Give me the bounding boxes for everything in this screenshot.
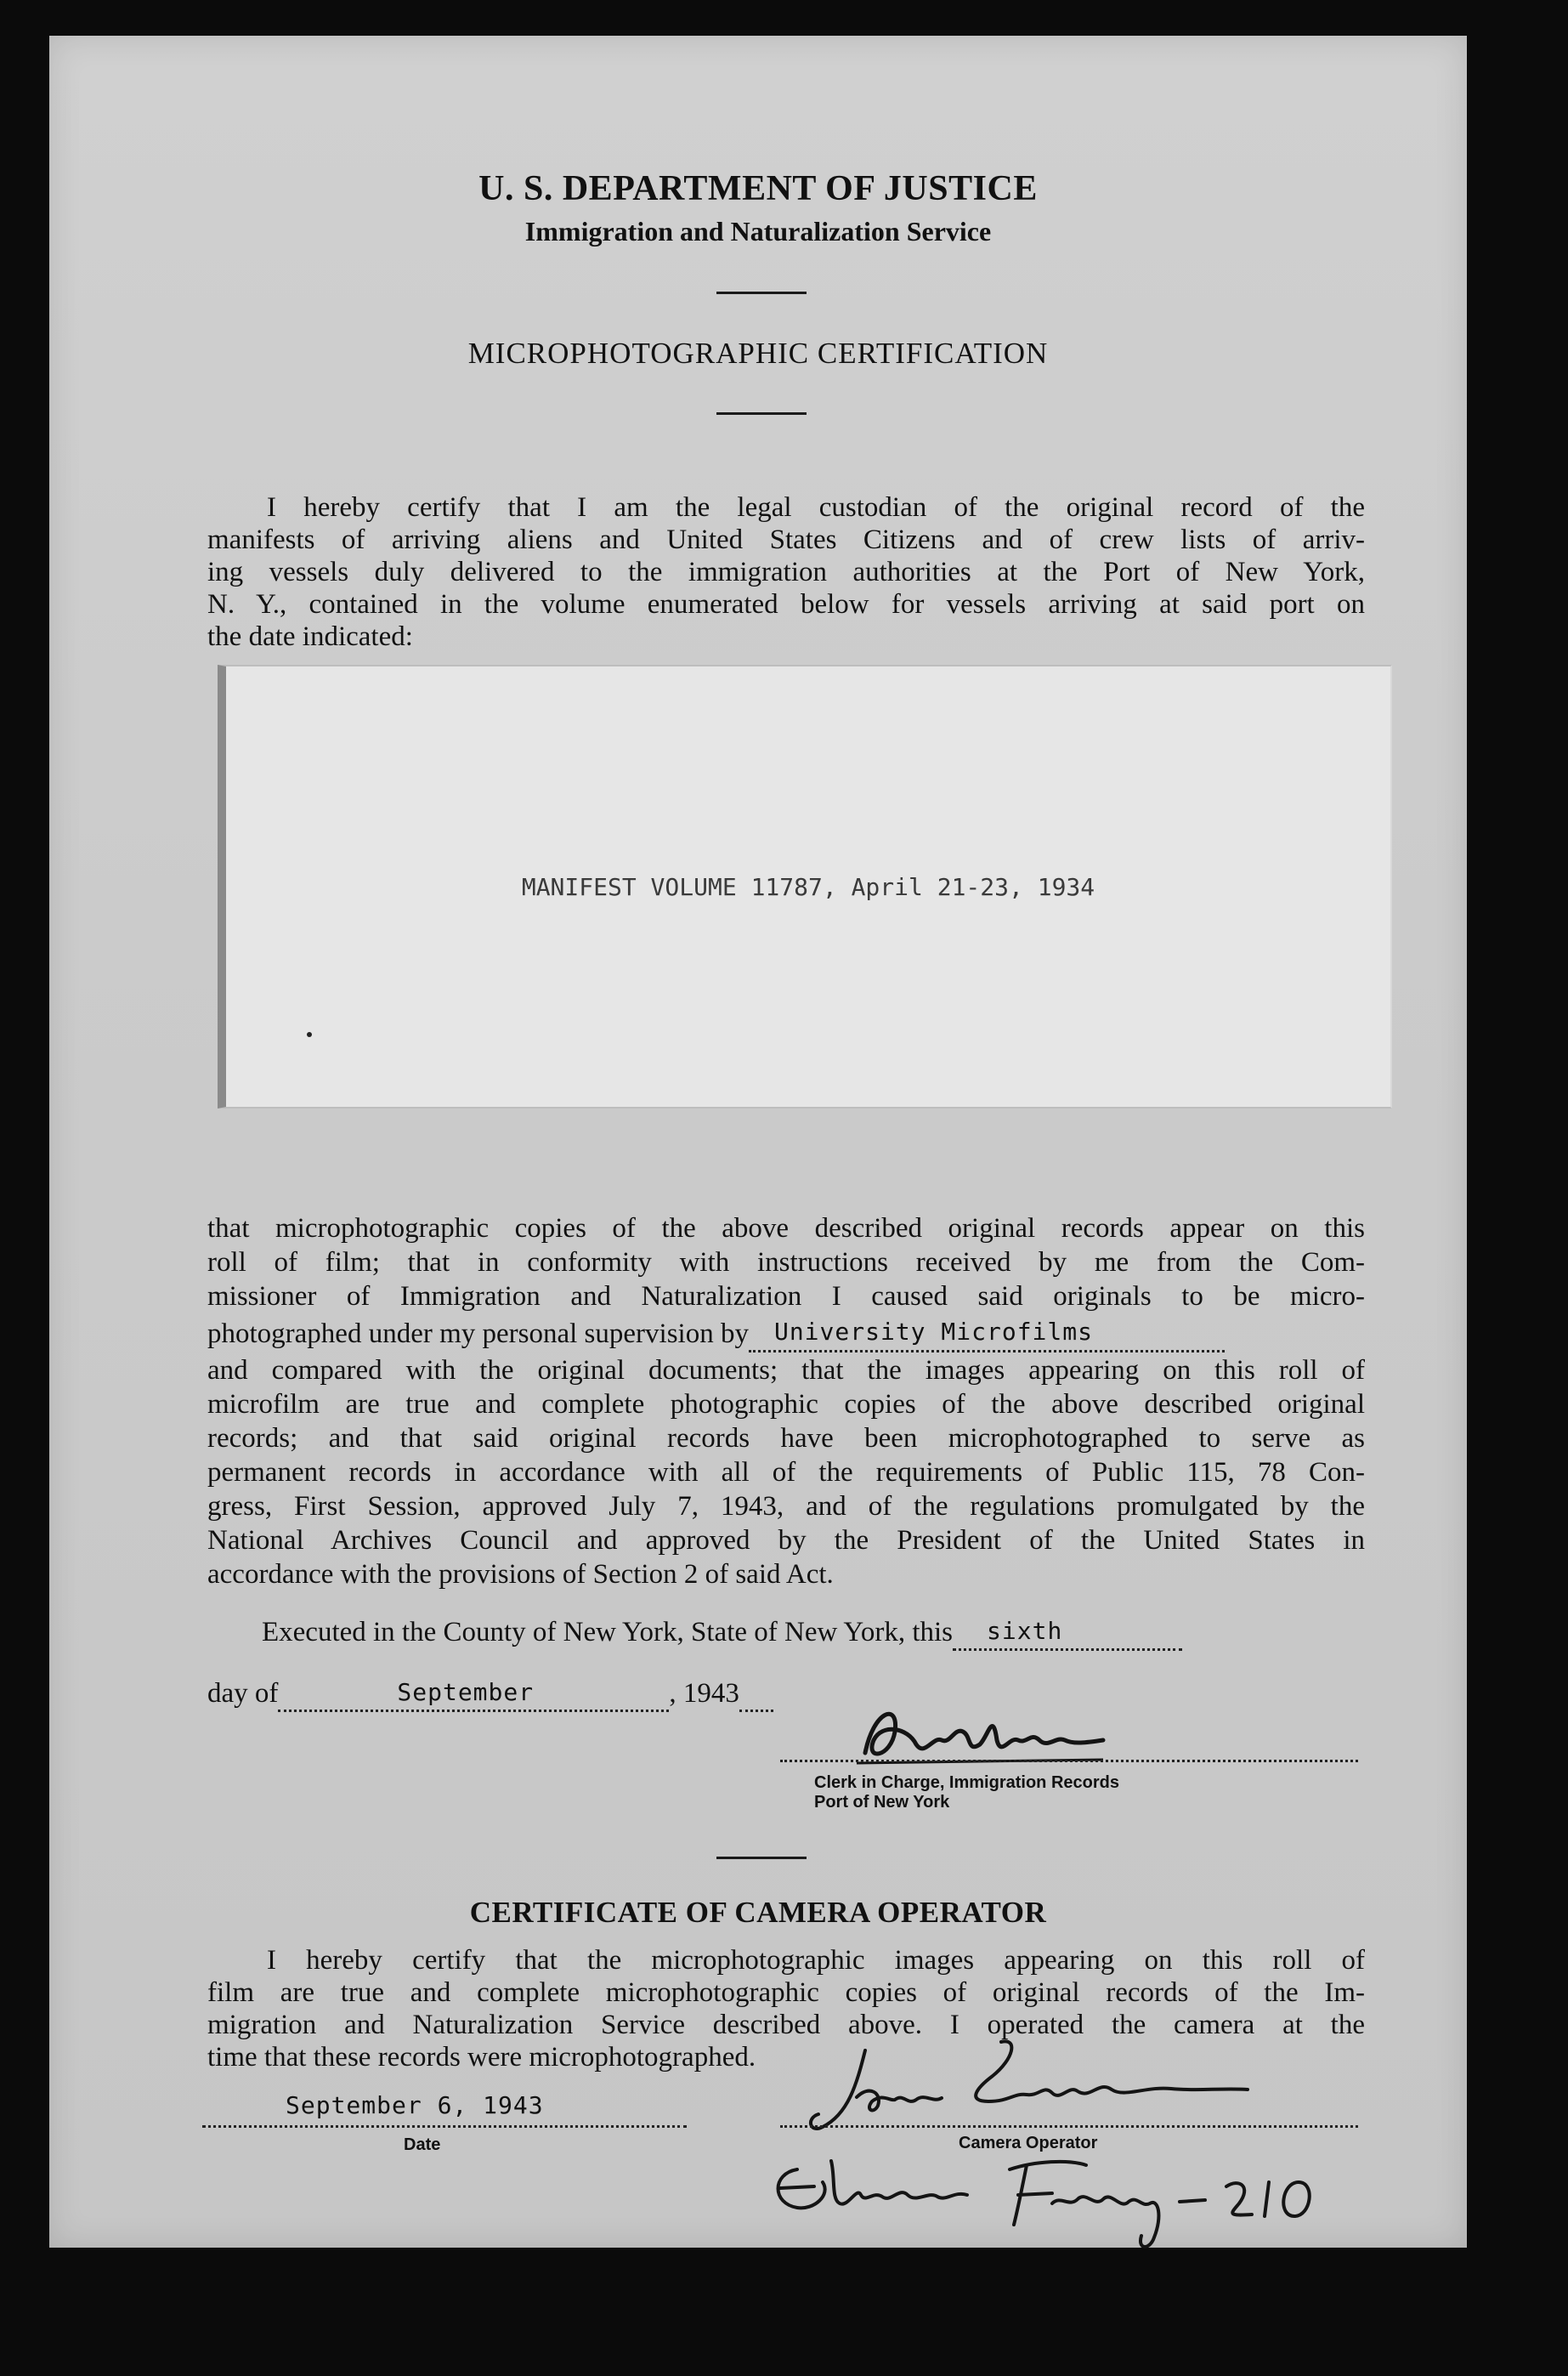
paragraph-line: I hereby certify that the microphotographic images appearing on this roll of xyxy=(267,1945,1365,1976)
paragraph-line: ing vessels duly delivered to the immigration authorities at the Port of New York, xyxy=(207,557,1365,587)
manifest-volume-text: MANIFEST VOLUME 11787, April 21-23, 1934 xyxy=(521,872,1095,901)
divider xyxy=(716,412,807,415)
certificate-sheet xyxy=(49,36,1467,2248)
line-prefix: photographed under my personal supervision by xyxy=(207,1318,749,1349)
camera-operator-signature-line xyxy=(780,2091,1358,2128)
manifest-volume-box xyxy=(218,665,1392,1109)
paragraph-line: manifests of arriving aliens and United States Citizens and of crew lists of arriv- xyxy=(207,525,1365,555)
paragraph-line: gress, First Session, approved July 7, 1943, and of the regulations promulgated by the xyxy=(207,1491,1365,1522)
camera-certificate-title: CERTIFICATE OF CAMERA OPERATOR xyxy=(469,1896,1047,1929)
paragraph-line: missioner of Immigration and Naturalization I caused said originals to be micro- xyxy=(207,1281,1365,1312)
execution-prefix: Executed in the County of New York, State of New York, this xyxy=(262,1617,954,1647)
camera-operator-label: Camera Operator xyxy=(959,2134,1098,2152)
body-paragraph xyxy=(207,1212,1365,1592)
clerk-title-line2: Port of New York xyxy=(814,1793,950,1812)
paragraph-line: N. Y., contained in the volume enumerated below for vessels arriving at said port on xyxy=(207,589,1365,620)
paragraph-line: film are true and complete microphotographic copies of original records of the Im- xyxy=(207,1977,1365,2008)
paragraph-line: accordance with the provisions of Section 2 of said Act. xyxy=(207,1559,834,1590)
microfilm-company-value: University Microfilms xyxy=(773,1318,1093,1346)
ink-dot xyxy=(307,1032,312,1037)
paragraph-line: and compared with the original documents; that the images appearing on this roll of xyxy=(207,1355,1365,1386)
year-value: , 1943 xyxy=(669,1678,739,1709)
day-of-label: day of xyxy=(207,1678,279,1709)
paragraph-line: records; and that said original records have been microphotographed to serve as xyxy=(207,1423,1365,1454)
certification-title: MICROPHOTOGRAPHIC CERTIFICATION xyxy=(467,337,1049,370)
paragraph-line: that microphotographic copies of the above described original records appear on this xyxy=(207,1213,1365,1244)
month-field xyxy=(278,1678,669,1712)
intro-paragraph xyxy=(207,491,1365,653)
divider xyxy=(716,1857,807,1859)
department-heading: U. S. DEPARTMENT OF JUSTICE xyxy=(478,169,1038,208)
paragraph-line: the date indicated: xyxy=(207,621,413,652)
day-field xyxy=(953,1617,1182,1651)
paragraph-line: permanent records in accordance with all of the requirements of Public 115, 78 Con- xyxy=(207,1457,1365,1488)
clerk-signature xyxy=(848,1693,1120,1770)
service-subheading: Immigration and Naturalization Service xyxy=(524,216,992,247)
month-value: September xyxy=(397,1678,535,1706)
paragraph-line: time that these records were microphotographed. xyxy=(207,2042,756,2073)
paragraph-line: roll of film; that in conformity with instructions received by me from the Com- xyxy=(207,1247,1365,1278)
paragraph-line: microfilm are true and complete photographic copies of the above described original xyxy=(207,1389,1365,1420)
day-of-line xyxy=(207,1678,773,1712)
date-label: Date xyxy=(404,2135,441,2154)
paragraph-line: migration and Naturalization Service described above. I operated the camera at the xyxy=(207,2010,1365,2040)
clerk-signature-line xyxy=(780,1760,1358,1762)
day-value: sixth xyxy=(987,1617,1063,1645)
execution-line xyxy=(262,1617,1182,1651)
paragraph-line: National Archives Council and approved by the President of the United States in xyxy=(207,1525,1365,1556)
clerk-title-line1: Clerk in Charge, Immigration Records xyxy=(814,1773,1119,1792)
paragraph-line-with-fill xyxy=(207,1318,1365,1352)
date-value: September 6, 1943 xyxy=(286,2091,544,2119)
paragraph-line: I hereby certify that I am the legal custodian of the original record of the xyxy=(267,492,1365,523)
handwritten-annotation xyxy=(763,2135,1324,2263)
year-dots xyxy=(739,1678,773,1712)
microfilm-company-field xyxy=(749,1318,1225,1352)
divider xyxy=(716,292,807,294)
clerk-title xyxy=(814,1773,1119,1812)
